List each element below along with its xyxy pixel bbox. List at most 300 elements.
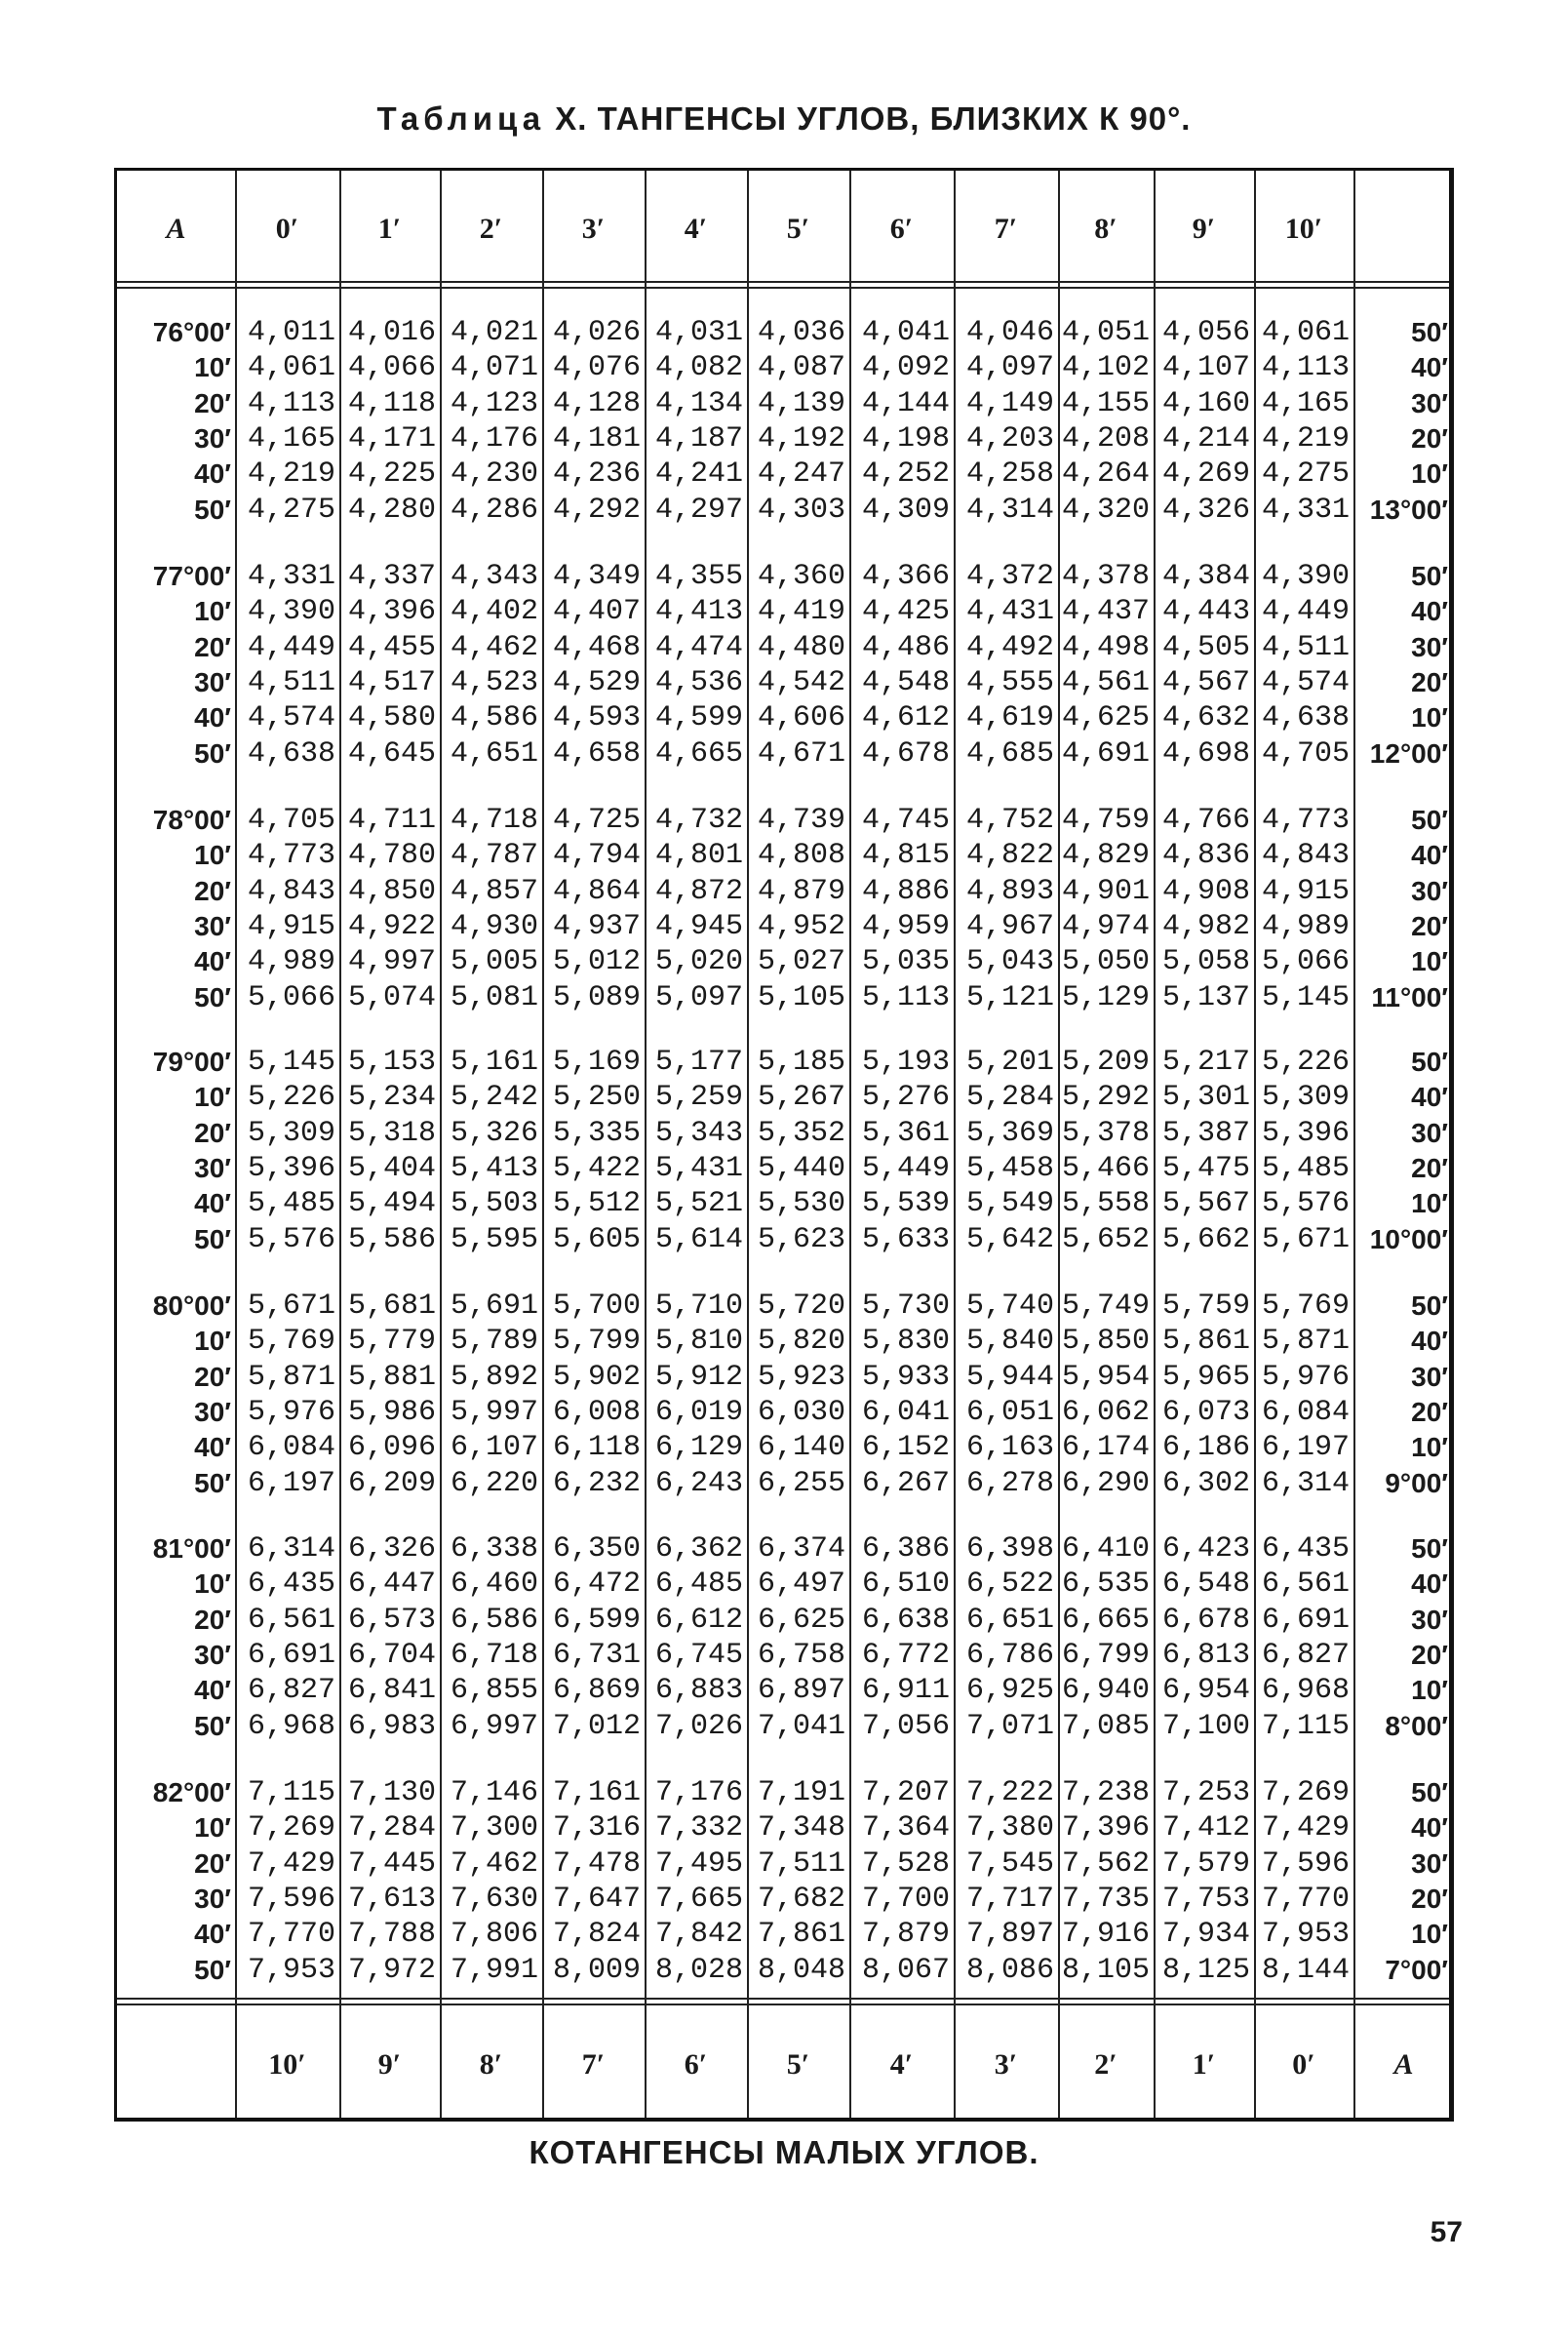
table-cell: 4,349 [552,560,641,593]
table-cell: 4,309 [861,493,950,527]
table-cell: 4,766 [1161,804,1250,837]
table-cell: 5,944 [965,1360,1054,1394]
header-top-cell-9: 8′ [1094,212,1117,245]
table-cell: 4,425 [861,595,950,629]
table-cell: 4,967 [965,909,1054,943]
table-cell: 4,586 [450,701,538,735]
table-cell: 7,429 [1261,1811,1350,1845]
table-cell: 7,596 [247,1882,335,1916]
table-cell: 5,720 [757,1290,845,1323]
row-label-right: 40′ [1411,840,1448,871]
table-cell: 5,105 [757,980,845,1014]
table-cell: 4,337 [347,560,436,593]
row-label-right: 30′ [1411,1847,1448,1879]
row-label-right: 10′ [1411,702,1448,734]
header-top-cell-12 [1353,174,1454,284]
table-cell: 5,301 [1161,1081,1250,1115]
table-cell: 4,974 [1061,909,1150,943]
table-cell: 6,096 [347,1431,436,1465]
table-cell: 5,923 [757,1360,845,1394]
table-cell: 5,567 [1161,1187,1250,1221]
row-label-left: 40′ [194,702,231,734]
table-cell: 6,290 [1061,1466,1150,1500]
table-cell: 5,234 [347,1081,436,1115]
table-cell: 4,219 [247,457,335,492]
table-cell: 6,051 [965,1395,1054,1429]
table-cell: 7,647 [552,1882,641,1916]
table-cell: 5,267 [757,1081,845,1115]
table-cell: 5,378 [1061,1116,1150,1150]
table-cell: 4,893 [965,874,1054,908]
table-cell: 4,945 [654,909,743,943]
table-cell: 4,128 [552,386,641,420]
table-cell: 5,810 [654,1325,743,1359]
header-top-cell-5: 4′ [684,212,708,245]
table-cell: 6,220 [450,1466,538,1500]
table-cell: 6,140 [757,1431,845,1465]
table-cell: 4,752 [965,804,1054,837]
table-cell: 5,449 [861,1151,950,1185]
table-cell: 6,084 [247,1431,335,1465]
table-cell: 7,545 [965,1846,1054,1881]
table-cell: 5,396 [1261,1116,1350,1150]
table-cell: 4,031 [654,316,743,349]
table-cell: 4,864 [552,874,641,908]
table-cell: 6,586 [450,1603,538,1637]
table-cell: 5,485 [1261,1151,1350,1185]
table-cell: 5,850 [1061,1325,1150,1359]
table-cell: 5,361 [861,1116,950,1150]
row-label-right: 40′ [1411,1326,1448,1357]
table-cell: 4,087 [757,351,845,385]
table-cell: 6,561 [1261,1567,1350,1602]
table-cell: 4,901 [1061,874,1150,908]
table-cell: 4,685 [965,736,1054,771]
table-cell: 5,871 [1261,1325,1350,1359]
table-cell: 4,698 [1161,736,1250,771]
header-top-cell-0: A [166,212,186,245]
table-cell: 7,012 [552,1709,641,1743]
table-cell: 6,267 [861,1466,950,1500]
row-label-left: 40′ [194,946,231,977]
table-cell: 5,595 [450,1222,538,1256]
table-cell: 7,916 [1061,1918,1150,1952]
page-number: 57 [1430,2216,1463,2248]
row-label-right: 11°00′ [1371,981,1448,1012]
table-cell: 5,012 [552,945,641,979]
row-divider [117,2004,1449,2005]
table-cell: 4,280 [347,493,436,527]
table-cell: 4,230 [450,457,538,492]
table-cell: 6,883 [654,1674,743,1708]
table-cell: 4,759 [1061,804,1150,837]
table-cell: 6,362 [654,1532,743,1566]
row-label-right: 50′ [1411,1290,1448,1321]
table-cell: 4,815 [861,839,950,873]
row-label-left: 10′ [194,1812,231,1844]
table-cell: 6,232 [552,1466,641,1500]
table-cell: 4,431 [965,595,1054,629]
table-cell: 4,886 [861,874,950,908]
table-cell: 4,836 [1161,839,1250,873]
table-cell: 4,046 [965,316,1054,349]
table-cell: 6,460 [450,1567,538,1602]
table-cell: 6,651 [965,1603,1054,1637]
table-cell: 7,269 [247,1811,335,1845]
table-cell: 7,879 [861,1918,950,1952]
table-cell: 4,378 [1061,560,1150,593]
table-cell: 4,123 [450,386,538,420]
table-cell: 5,066 [1261,945,1350,979]
table-cell: 4,462 [450,630,538,664]
table-cell: 8,105 [1061,1953,1150,1987]
table-cell: 7,735 [1061,1882,1150,1916]
row-label-right: 40′ [1411,596,1448,627]
table-cell: 4,580 [347,701,436,735]
table-cell: 5,799 [552,1325,641,1359]
table-cell: 6,174 [1061,1431,1150,1465]
table-cell: 7,842 [654,1918,743,1952]
table-cell: 4,384 [1161,560,1250,593]
table-cell: 4,529 [552,665,641,699]
table-cell: 5,789 [450,1325,538,1359]
table-cell: 6,940 [1061,1674,1150,1708]
table-cell: 7,300 [450,1811,538,1845]
table-cell: 7,462 [450,1846,538,1881]
table-cell: 6,665 [1061,1603,1150,1637]
table-cell: 4,982 [1161,909,1250,943]
table-cell: 5,217 [1161,1046,1250,1079]
table-cell: 7,100 [1161,1709,1250,1743]
table-cell: 7,056 [861,1709,950,1743]
table-cell: 5,081 [450,980,538,1014]
table-cell: 5,177 [654,1046,743,1079]
table-cell: 6,638 [861,1603,950,1637]
table-cell: 4,016 [347,316,436,349]
table-cell: 4,219 [1261,421,1350,456]
table-cell: 4,092 [861,351,950,385]
row-label-left: 50′ [194,494,231,525]
table-cell: 5,749 [1061,1290,1150,1323]
row-label-left: 50′ [194,1954,231,1985]
table-cell: 4,691 [1061,736,1150,771]
row-label-right: 40′ [1411,352,1448,383]
table-cell: 4,718 [450,804,538,837]
row-label-right: 10′ [1411,1432,1448,1463]
table-cell: 5,976 [1261,1360,1350,1394]
table-cell: 4,937 [552,909,641,943]
table-cell: 7,269 [1261,1776,1350,1809]
table-cell: 5,605 [552,1222,641,1256]
table-cell: 7,770 [247,1918,335,1952]
table-cell: 6,745 [654,1638,743,1672]
table-cell: 6,243 [654,1466,743,1500]
table-cell: 4,780 [347,839,436,873]
table-cell: 5,431 [654,1151,743,1185]
table-cell: 6,799 [1061,1638,1150,1672]
table-cell: 5,485 [247,1187,335,1221]
table-cell: 5,614 [654,1222,743,1256]
table-cell: 7,953 [1261,1918,1350,1952]
table-cell: 5,326 [450,1116,538,1150]
table-cell: 5,043 [965,945,1054,979]
row-label-right: 40′ [1411,1812,1448,1844]
table-cell: 5,912 [654,1360,743,1394]
table-cell: 4,711 [347,804,436,837]
table-cell: 5,494 [347,1187,436,1221]
table-cell: 7,861 [757,1918,845,1952]
table-cell: 6,041 [861,1395,950,1429]
table-cell: 5,050 [1061,945,1150,979]
table-cell: 4,486 [861,630,950,664]
header-bottom-cell-8: 3′ [994,2047,1018,2081]
table-cell: 6,678 [1161,1603,1250,1637]
table-cell: 4,252 [861,457,950,492]
table-cell: 8,144 [1261,1953,1350,1987]
table-cell: 4,326 [1161,493,1250,527]
table-cell: 7,528 [861,1846,950,1881]
table-cell: 6,163 [965,1431,1054,1465]
table-cell: 5,623 [757,1222,845,1256]
row-label-left: 20′ [194,387,231,418]
table-cell: 5,413 [450,1151,538,1185]
table-cell: 4,801 [654,839,743,873]
table-cell: 4,203 [965,421,1054,456]
row-divider [117,1998,1449,2000]
table-cell: 7,041 [757,1709,845,1743]
row-label-right: 20′ [1411,1396,1448,1427]
table-cell: 6,855 [450,1674,538,1708]
table-cell: 4,468 [552,630,641,664]
table-cell: 4,658 [552,736,641,771]
table-cell: 4,113 [247,386,335,420]
row-label-left: 30′ [194,1883,231,1914]
table-cell: 7,238 [1061,1776,1150,1809]
row-label-left: 77°00′ [152,561,231,591]
table-cell: 4,443 [1161,595,1250,629]
table-cell: 6,485 [654,1567,743,1602]
table-cell: 4,071 [450,351,538,385]
table-cell: 6,954 [1161,1674,1250,1708]
table-cell: 5,662 [1161,1222,1250,1256]
table-cell: 5,691 [450,1290,538,1323]
table-cell: 4,286 [450,493,538,527]
row-label-left: 20′ [194,1847,231,1879]
table-cell: 4,908 [1161,874,1250,908]
table-cell: 5,292 [1061,1081,1150,1115]
table-cell: 4,303 [757,493,845,527]
table-cell: 5,652 [1061,1222,1150,1256]
row-label-left: 10′ [194,840,231,871]
header-bottom-cell-4: 7′ [581,2047,606,2081]
table-cell: 7,579 [1161,1846,1250,1881]
table-cell: 4,366 [861,560,950,593]
row-label-left: 30′ [194,1639,231,1670]
table-cell: 4,879 [757,874,845,908]
table-cell: 5,881 [347,1360,436,1394]
table-cell: 6,255 [757,1466,845,1500]
table-cell: 7,495 [654,1846,743,1881]
header-bottom-cell-9: 2′ [1094,2047,1117,2081]
table-cell: 4,396 [347,595,436,629]
table-cell: 7,630 [450,1882,538,1916]
row-label-right: 50′ [1411,317,1448,347]
table-cell: 4,619 [965,701,1054,735]
row-label-right: 30′ [1411,387,1448,418]
table-cell: 5,830 [861,1325,950,1359]
table-cell: 4,523 [450,665,538,699]
table-cell: 6,314 [247,1532,335,1566]
table-cell: 4,678 [861,736,950,771]
table-cell: 5,226 [247,1081,335,1115]
table-cell: 5,242 [450,1081,538,1115]
table-cell: 6,186 [1161,1431,1250,1465]
table-cell: 4,258 [965,457,1054,492]
table-cell: 6,435 [247,1567,335,1602]
row-label-right: 20′ [1411,1152,1448,1183]
table-cell: 4,171 [347,421,436,456]
table-cell: 4,192 [757,421,845,456]
table-cell: 7,348 [757,1811,845,1845]
header-top-cell-3: 2′ [479,212,503,245]
table-cell: 4,134 [654,386,743,420]
table-cell: 6,107 [450,1431,538,1465]
table-cell: 7,085 [1061,1709,1150,1743]
table-cell: 5,193 [861,1046,950,1079]
table-cell: 4,314 [965,493,1054,527]
table-cell: 4,390 [1261,560,1350,593]
table-cell: 4,011 [247,316,335,349]
table-cell: 6,030 [757,1395,845,1429]
table-cell: 4,102 [1061,351,1150,385]
table-cell: 5,121 [965,980,1054,1014]
row-label-right: 50′ [1411,1777,1448,1807]
table-cell: 5,759 [1161,1290,1250,1323]
table-cell: 4,843 [247,874,335,908]
table-cell: 5,740 [965,1290,1054,1323]
table-cell: 7,207 [861,1776,950,1809]
table-cell: 4,517 [347,665,436,699]
table-cell: 5,965 [1161,1360,1250,1394]
table-cell: 5,129 [1061,980,1150,1014]
table-cell: 6,827 [247,1674,335,1708]
table-cell: 6,522 [965,1567,1054,1602]
header-bottom-cell-0 [117,2007,235,2122]
row-label-left: 40′ [194,458,231,490]
table-cell: 5,343 [654,1116,743,1150]
table-cell: 7,665 [654,1882,743,1916]
row-label-right: 20′ [1411,422,1448,454]
table-cell: 5,113 [861,980,950,1014]
table-cell: 4,449 [1261,595,1350,629]
table-cell: 4,829 [1061,839,1150,873]
table-cell: 5,642 [965,1222,1054,1256]
table-cell: 4,264 [1061,457,1150,492]
table-cell: 5,309 [247,1116,335,1150]
table-cell: 7,717 [965,1882,1054,1916]
table-cell: 4,056 [1161,316,1250,349]
table-cell: 4,997 [347,945,436,979]
table-cell: 4,561 [1061,665,1150,699]
table-cell: 6,813 [1161,1638,1250,1672]
table-cell: 6,073 [1161,1395,1250,1429]
table-cell: 4,915 [247,909,335,943]
table-cell: 4,505 [1161,630,1250,664]
row-divider [117,287,1449,289]
table-cell: 4,419 [757,595,845,629]
row-label-left: 20′ [194,1604,231,1635]
table-cell: 5,840 [965,1325,1054,1359]
table-cell: 5,681 [347,1290,436,1323]
row-label-right: 13°00′ [1369,494,1448,525]
table-cell: 4,725 [552,804,641,837]
table-cell: 4,511 [247,665,335,699]
table-cell: 5,700 [552,1290,641,1323]
table-cell: 5,020 [654,945,743,979]
table-cell: 4,355 [654,560,743,593]
table-cell: 4,732 [654,804,743,837]
row-label-right: 8°00′ [1385,1710,1448,1741]
row-label-right: 30′ [1411,875,1448,906]
table-cell: 5,035 [861,945,950,979]
table-cell: 5,475 [1161,1151,1250,1185]
table-cell: 7,753 [1161,1882,1250,1916]
row-label-right: 30′ [1411,1604,1448,1635]
table-cell: 4,474 [654,630,743,664]
table-cell: 6,447 [347,1567,436,1602]
row-label-left: 30′ [194,910,231,941]
table-cell: 6,062 [1061,1395,1150,1429]
table-cell: 5,976 [247,1395,335,1429]
table-cell: 4,275 [247,493,335,527]
table-cell: 4,548 [861,665,950,699]
row-label-left: 40′ [194,1432,231,1463]
table-cell: 4,082 [654,351,743,385]
header-bottom-cell-11: 0′ [1292,2047,1315,2081]
table-cell: 4,269 [1161,457,1250,492]
table-cell: 7,478 [552,1846,641,1881]
table-cell: 7,191 [757,1776,845,1809]
table-cell: 4,292 [552,493,641,527]
table-cell: 5,576 [247,1222,335,1256]
table-cell: 7,991 [450,1953,538,1987]
row-label-left: 40′ [194,1188,231,1219]
table-cell: 7,115 [247,1776,335,1809]
table-cell: 6,435 [1261,1532,1350,1566]
table-cell: 4,665 [654,736,743,771]
header-top-cell-10: 9′ [1192,212,1216,245]
header-bottom-cell-10: 1′ [1192,2047,1216,2081]
table-cell: 5,902 [552,1360,641,1394]
table-cell: 4,922 [347,909,436,943]
table-cell: 5,396 [247,1151,335,1185]
table-cell: 4,606 [757,701,845,735]
table-cell: 4,331 [247,560,335,593]
table-cell: 6,008 [552,1395,641,1429]
table-cell: 4,208 [1061,421,1150,456]
table-cell: 6,472 [552,1567,641,1602]
table-cell: 4,236 [552,457,641,492]
table-cell: 6,897 [757,1674,845,1708]
table-cell: 7,161 [552,1776,641,1809]
table-cell: 4,593 [552,701,641,735]
table-cell: 4,843 [1261,839,1350,873]
table-cell: 4,645 [347,736,436,771]
row-label-left: 30′ [194,422,231,454]
table-cell: 6,423 [1161,1532,1250,1566]
table-cell: 5,769 [247,1325,335,1359]
table-cell: 4,449 [247,630,335,664]
